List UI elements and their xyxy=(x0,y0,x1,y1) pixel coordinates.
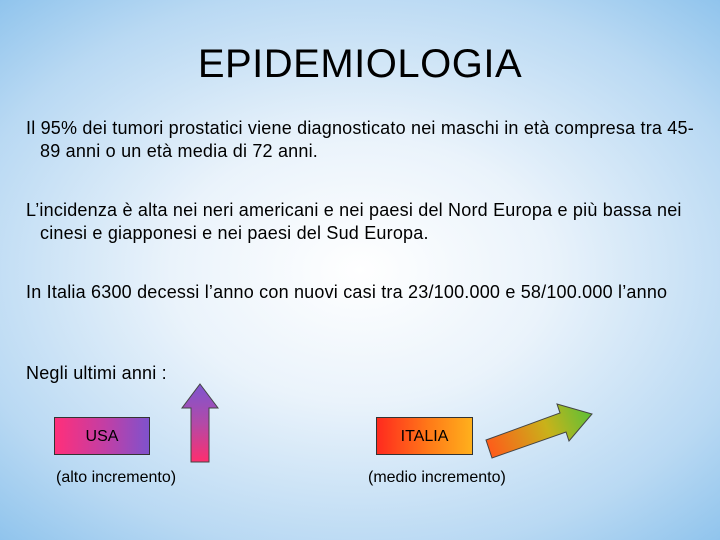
italia-caption: (medio incremento) xyxy=(368,469,506,486)
italia-box: ITALIA xyxy=(376,417,473,455)
usa-caption: (alto incremento) xyxy=(56,469,177,486)
usa-box: USA xyxy=(54,417,150,455)
paragraph-age: Il 95% dei tumori prostatici viene diagnosticato nei maschi in età compresa tra 45-89 anni o un età media di 72 anni. xyxy=(26,118,694,161)
paragraph-recent-years: Negli ultimi anni : xyxy=(26,363,167,383)
paragraph-italy: In Italia 6300 decessi l’anno con nuovi casi tra 23/100.000 e 58/100.000 l’anno xyxy=(26,282,668,302)
slide-title: EPIDEMIOLOGIA xyxy=(197,42,523,86)
paragraph-incidence: L’incidenza è alta nei neri americani e nei paesi del Nord Europa e più bassa nei cinesi e giapponesi e nei paesi del Sud Europa. xyxy=(26,200,682,243)
